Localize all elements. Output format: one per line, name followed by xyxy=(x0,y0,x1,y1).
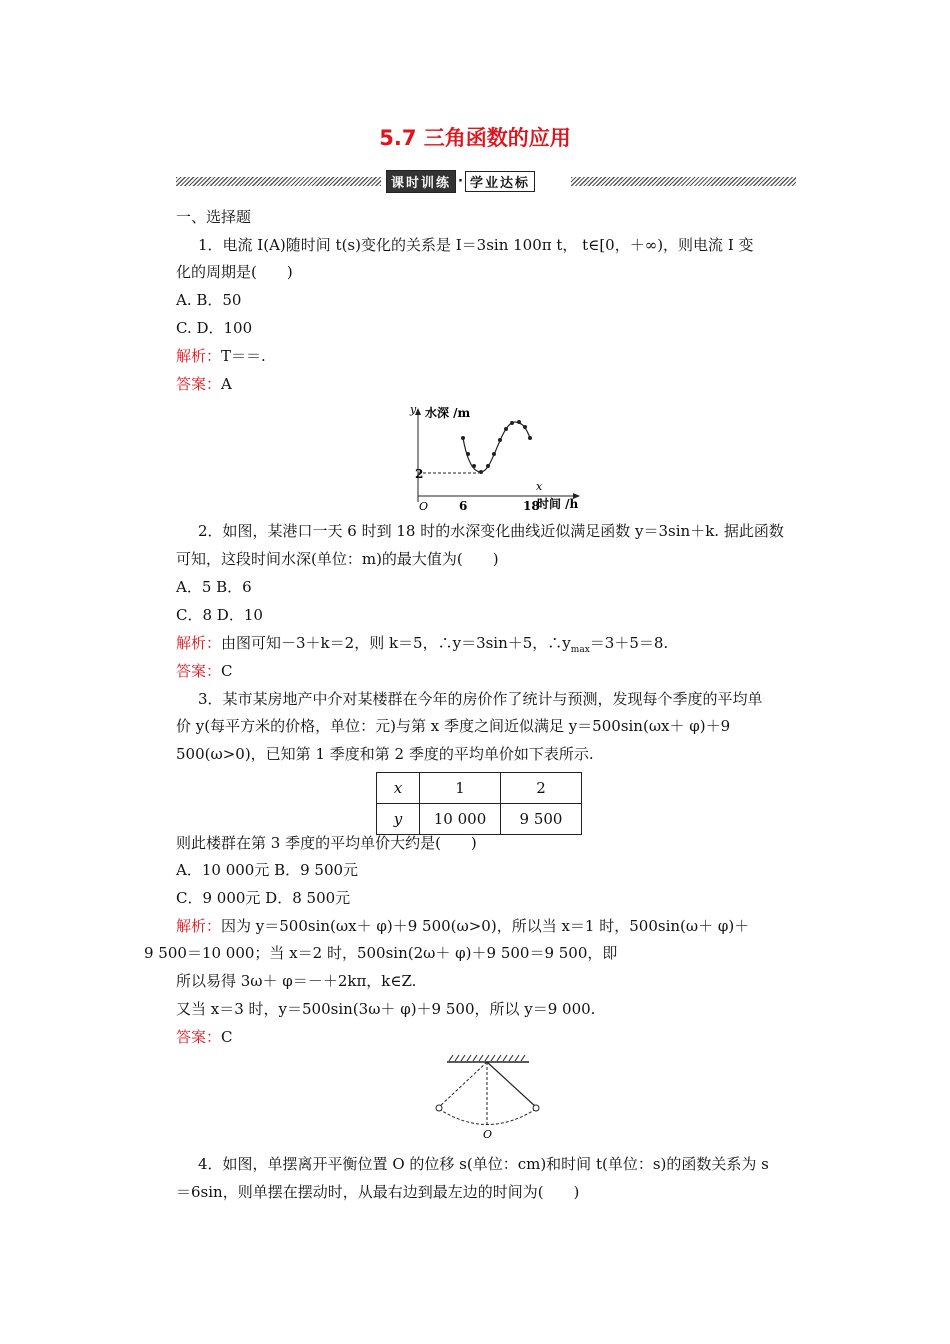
q3-answer-label: 答案： xyxy=(176,1028,222,1046)
q3-stem-line1: 3．某市某房地产中介对某楼群在今年的房价作了统计与预测，发现每个季度的平均单 xyxy=(198,690,763,708)
table-row xyxy=(377,804,582,835)
depth-point xyxy=(498,438,502,442)
depth-point xyxy=(479,470,483,474)
graph1-x-tick-18: 18 xyxy=(523,499,540,513)
q3-options-ab: A．10 000元 B．9 500元 xyxy=(176,861,359,879)
depth-point xyxy=(528,436,532,440)
q2-answer-label: 答案： xyxy=(176,662,222,680)
q3-answer xyxy=(176,1027,233,1047)
q1-answer-label: 答案： xyxy=(176,375,222,393)
q2-options-ab: A．5 B．6 xyxy=(176,578,252,596)
banner-tag xyxy=(386,172,535,190)
q3-answer-value: C xyxy=(221,1028,233,1046)
section-banner xyxy=(176,172,796,192)
pendulum-diagram xyxy=(425,1052,550,1144)
depth-point xyxy=(523,425,527,429)
q1-options-cd: C. D．100 xyxy=(176,319,253,337)
q2-options-cd: C．8 D．10 xyxy=(176,606,263,624)
right-bob xyxy=(533,1105,539,1111)
q1-answer-value: A xyxy=(221,375,232,393)
table-row xyxy=(377,773,582,804)
q3-analysis-line3: 所以易得 3ω＋ φ＝－＋2kπ，k∈Z. xyxy=(176,972,417,990)
left-bob xyxy=(436,1105,442,1111)
depth-point xyxy=(461,436,465,440)
q3-options-cd: C．9 000元 D．8 500元 xyxy=(176,889,351,907)
q1-answer xyxy=(176,374,232,394)
depth-point xyxy=(517,420,521,424)
section-heading: 一、选择题 xyxy=(176,208,252,226)
q2-answer-value: C xyxy=(221,662,233,680)
banner-hatch-right xyxy=(571,177,796,186)
table-cell: 2 xyxy=(501,773,582,804)
graph1-x-tick-6: 6 xyxy=(459,499,468,513)
depth-point xyxy=(472,464,476,468)
depth-point xyxy=(466,452,470,456)
table-cell: 9 500 xyxy=(501,804,582,835)
q1-analysis-label: 解析： xyxy=(176,347,222,365)
q2-analysis-text: 由图可知－3＋k＝2，则 k＝5，∴y＝3sin＋5，∴y xyxy=(221,634,571,652)
table-cell: 10 000 xyxy=(420,804,501,835)
banner-tag-dark: 课时训练 xyxy=(386,170,456,193)
depth-point xyxy=(510,421,514,425)
table-cell: 1 xyxy=(420,773,501,804)
q3-analysis-line1 xyxy=(176,916,749,936)
q2-analysis xyxy=(176,633,668,660)
q3-analysis-line2: 9 500＝10 000；当 x＝2 时，500sin(2ω＋ φ)＋9 500＝9 500，即 xyxy=(144,944,618,962)
q1-analysis xyxy=(176,346,266,366)
q2-answer xyxy=(176,661,233,681)
depth-point xyxy=(492,452,496,456)
q3-stem-line3: 500(ω>0)，已知第 1 季度和第 2 季度的平均单价如下表所示. xyxy=(176,745,594,763)
banner-dot: · xyxy=(458,173,463,189)
table-cell: x xyxy=(377,773,420,804)
graph1-x-unit: 时间 /h xyxy=(537,497,579,511)
graph1-unit-label: 水深 /m xyxy=(425,406,471,420)
q2-analysis-sub: max xyxy=(570,645,590,655)
q3-analysis-label: 解析： xyxy=(176,917,222,935)
q1-stem-line2: 化的周期是( ) xyxy=(176,263,293,281)
q3-analysis-line4: 又当 x＝3 时，y＝500sin(3ω＋ φ)＋9 500，所以 y＝9 000. xyxy=(176,1000,596,1018)
water-depth-graph xyxy=(405,402,595,514)
banner-tag-light: 学业达标 xyxy=(465,171,535,192)
q2-stem-line2: 可知，这段时间水深(单位：m)的最大值为( ) xyxy=(176,550,499,568)
graph1-x-label: x xyxy=(536,480,543,493)
graph1-y-tick: 2 xyxy=(415,467,424,481)
q1-analysis-text: T＝＝. xyxy=(221,347,266,365)
ceiling-hatch xyxy=(449,1055,525,1061)
graph1-y-label: y xyxy=(410,403,417,416)
q1-options-ab: A. B．50 xyxy=(176,291,242,309)
page-title: 5.7 三角函数的应用 xyxy=(379,126,571,150)
q3-analysis-text: 因为 y＝500sin(ωx＋ φ)＋9 500(ω>0)，所以当 x＝1 时，500sin(ω＋ φ)＋ xyxy=(221,917,750,935)
q2-analysis-label: 解析： xyxy=(176,634,222,652)
q3-stem-line4: 则此楼群在第 3 季度的平均单价大约是( ) xyxy=(176,834,477,852)
q1-stem-line1: 1．电流 I(A)随时间 t(s)变化的关系是 I＝3sin 100π t， t∈[0，＋∞)，则电流 I 变 xyxy=(198,236,754,254)
graph1-origin: O xyxy=(419,500,429,513)
banner-hatch-left xyxy=(176,177,381,186)
q4-stem-line1: 4．如图，单摆离开平衡位置 O 的位移 s(单位：cm)和时间 t(单位：s)的函数关系为 s xyxy=(198,1155,769,1173)
table-cell: y xyxy=(377,804,420,835)
q2-stem-line1: 2．如图，某港口一天 6 时到 18 时的水深变化曲线近似满足函数 y＝3sin＋k. 据此函数 xyxy=(198,522,784,540)
right-string xyxy=(487,1062,536,1107)
q2-analysis-end: ＝3＋5＝8. xyxy=(589,634,669,652)
left-string xyxy=(439,1062,487,1107)
graph2-origin: O xyxy=(483,1128,493,1141)
depth-point xyxy=(486,464,490,468)
depth-point xyxy=(504,427,508,431)
price-table xyxy=(376,772,582,835)
q3-stem-line2: 价 y(每平方米的价格，单位：元)与第 x 季度之间近似满足 y＝500sin(ωx＋ φ)＋9 xyxy=(176,717,731,735)
q4-stem-line2: ＝6sin，则单摆在摆动时，从最右边到最左边的时间为( ) xyxy=(176,1183,580,1201)
